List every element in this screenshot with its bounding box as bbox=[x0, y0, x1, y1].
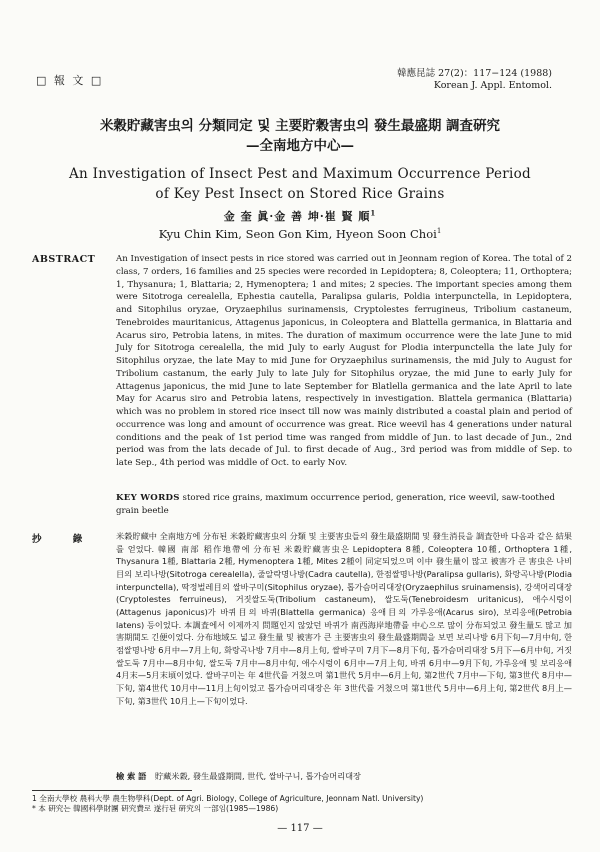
footnote-funding: * 本 硏究는 韓國科學財團 硏究費로 遂行된 硏究의 一部임(1985—1986) bbox=[32, 804, 279, 813]
keywords-label: KEY WORDS bbox=[116, 493, 180, 503]
korean-keywords-text: 貯藏米穀, 發生最盛期間, 世代, 쌀바구니, 톱가슴머리대장 bbox=[154, 771, 361, 781]
korean-summary-text: 米穀貯藏中 全南地方에 分布된 米穀貯藏害虫의 分類 및 主要害虫들의 發生最盛期間 및 發生消長을 調査한바 다음과 같은 結果를 얻었다. 韓國 南部 稻作地帶에 分布된 米穀貯藏害虫은 Lepidoptera 8種, Coleoptera 10種, Orthoptera 1種, Thysanura 1種, Blattaria 2種, Hymenoptera 1種, Mites 2種이 同定되었으며 이中 發生量이 많고 被害가 큰 害虫은 나비目의 보리나방(Sitotroga cerealella), 줄알락명나방(Cadra cautella), 한점쌀명나방(Paralipsa gullaris), 화랑곡나방(Plodia interpunctella), 딱정벌레目의 쌀바구미(Sitophilus oryzae), 톱가슴머리대장(Oryzaephilus sruinamensis), 강색머리대장(Cryptolestes ferruineus), 거짓쌀도둑(Tribolium castaneum), 쌀도둑(Tenebroidesm uritanicus), 애수시렁이(Attagenus japonicus)가 바퀴目의 바퀴(Blattella germanica) 응애目의 가루응애(Acarus siro), 보리응애(Petrobia latens) 등이었다. 本調査에서 이제까지 問題인지 않았던 바퀴가 南西海岸地帶를 中心으로 많이 分布되었고 發生量도 많고 加害期間도 긴便이었다. 分布地域도 넓고 發生量 및 被害가 큰 主要害虫의 發生最盛期間을 보면 보리나방 6月下旬—7月中旬, 한점쌀명나방 6月中—7月上旬, 화랑곡나방 7月中—8月上旬, 쌀바구미 7月下—8月下旬, 톱가슴머리대장 5月下—6月中旬, 거짓쌀도둑 7月中—8月中旬, 쌀도둑 7月中—8月中旬, 애수시렁이 6月中—7月上旬, 바퀴 6月中—9月下旬, 가루응애 및 보리응애 4月末—5月末頃이었다. 쌀바구미는 年 4世代를 거쳤으며 第1世代 5月中—6月上旬, 第2世代 7月中—下旬, 第3世代 8月中—下旬, 第4世代 10月中—11月上旬이었고 톱가슴머리대장은 年 3世代를 거쳤으며 第1世代 5月中—6月上旬, 第2世代 8月上—下旬, 第3世代 10月上—下旬이었다. bbox=[116, 531, 572, 706]
authors-korean-affiliation-mark: 1 bbox=[370, 208, 377, 218]
english-title-line2: of Key Pest Insect on Stored Rice Grains bbox=[155, 186, 445, 202]
abstract-label: ABSTRACT bbox=[32, 254, 96, 265]
english-title-line1: An Investigation of Insect Pest and Maximum Occurrence Period bbox=[68, 166, 532, 182]
authors-korean bbox=[0, 208, 600, 224]
page-number: — 117 — bbox=[277, 823, 323, 834]
korean-title-line1: 米穀貯藏害虫의 分類同定 및 主要貯穀害虫의 發生最盛期 調査硏究 bbox=[99, 118, 501, 134]
citation bbox=[397, 68, 552, 92]
keywords-text: stored rice grains, maximum occurrence period, generation, rice weevil, saw-toothed grain beetle bbox=[116, 493, 555, 516]
korean-keywords bbox=[116, 771, 572, 782]
keywords bbox=[116, 492, 572, 518]
korean-title bbox=[0, 116, 600, 156]
english-title bbox=[0, 164, 600, 204]
korean-summary-label: 抄 錄 bbox=[32, 534, 97, 545]
authors-english-affiliation-mark: 1 bbox=[436, 227, 442, 236]
section-label: □ 報 文 □ bbox=[36, 74, 104, 87]
citation-journal-volume: 韓應昆誌 27(2)：117−124 (1988) bbox=[397, 68, 552, 79]
authors-english bbox=[0, 227, 600, 241]
citation-journal-english: Korean J. Appl. Entomol. bbox=[433, 80, 552, 91]
authors-english-names: Kyu Chin Kim, Seon Gon Kim, Hyeon Soon Choi bbox=[158, 227, 437, 241]
abstract-text: An Investigation of insect pests in rice stored was carried out in Jeonnam region of Korea. The total of 2 class, 7 orders, 16 families and 25 species were recorded in Lepidoptera; 8, Coleoptera; 11, Orthoptera; 1, Thysanura; 1, Blattaria; 2, Hymenoptera; 1 and mites; 2 species. The important species among them were Sitotroga cerealella, Ephestia cautella, Paralipsa gularis, Poldia interpunctella, in Lepidoptera, and Sitophilus oryzae, Oryzaephilus surinamensis, Cryptolestes ferrugineus, Tribolium castaneum, Tenebroides mauritanicus, Attagenus japonicus, in Coleoptera and Blattella germanica, in Blattaria and Acarus siro, Petrobia latens, in mites. The duration of maximum occurrence were the late June to mid July for Sitotroga cerealella, the mid July to early August for Plodia interpunctella the late July for Sitophilus oryzae, the late May to mid June for Oryzaephilus surinamensis, the mid July to August for Tribolium castanum, the early July to late July for Sitophilus oryzae, the mid June to early July for Attagenus japonicus, the mid June to late September for Blatlella germanica and the late April to late May for Acarus siro and Petrobia latens, respectively in investigation. Blattela germanica (Blattaria) which was no problem in stored rice insect till now was mainly distributed a coastal plain and period of occurrence was long and amount of occurrence was great. Rice weevil has 4 generations under natural conditions and the peak of 1st period time was ranged from middle of Jun. to last decade of Jun., 2nd period was from the lats decade of Jul. to first decade of Aug., 3rd period was from middle of Sep. to late Sep., 4th period was middle of Oct. to early Nov. bbox=[116, 254, 572, 468]
footnote-divider bbox=[32, 790, 192, 791]
authors-korean-names: 金 奎 眞·金 善 坤·崔 賢 順 bbox=[223, 210, 371, 223]
korean-keywords-label: 檢 索 語 bbox=[116, 771, 147, 781]
footnote-affiliation: 1 全南大學校 農科大學 農生物學科(Dept. of Agri. Biology, College of Agriculture, Jeonnam Natl. University) bbox=[32, 794, 424, 803]
korean-title-line2: —全南地方中心— bbox=[246, 138, 354, 154]
